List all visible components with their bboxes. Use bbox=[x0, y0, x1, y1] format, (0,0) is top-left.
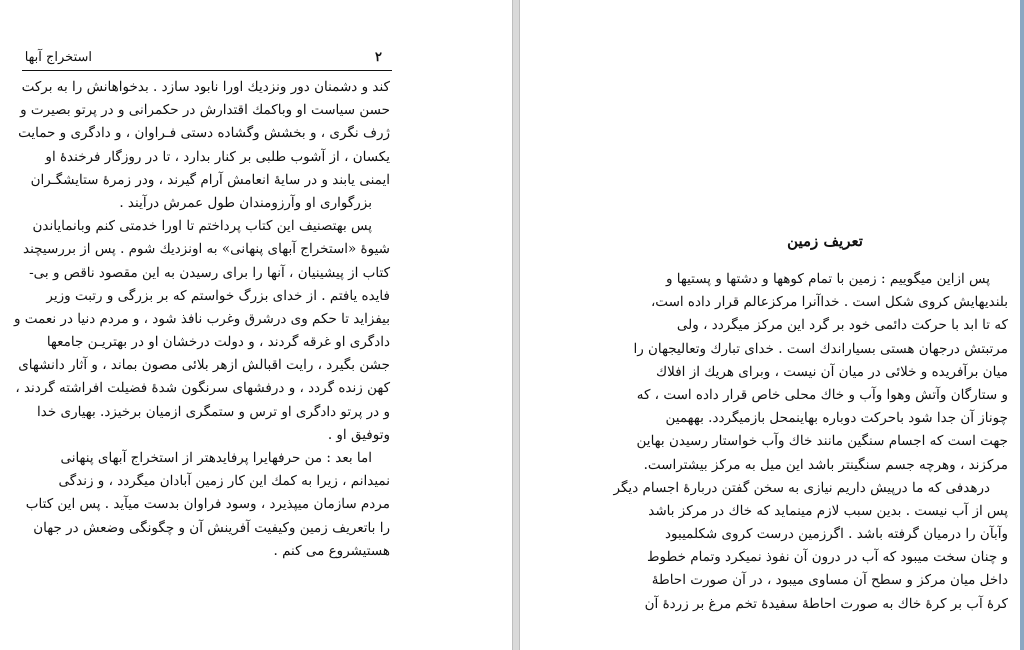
text-line: کرهٔ آب بر کرهٔ خاك به صورت احاطهٔ سفیدهٔ تخم مرغ بر زردهٔ آن bbox=[644, 595, 1008, 612]
text-line: بیفزاید تا حکم وی درشرق وغرب نافذ شود ، و مردم دنیا در نعمت و bbox=[14, 310, 390, 327]
page-gutter bbox=[512, 0, 520, 650]
text-line: و ستارگان وآتش وهوا وآب و خاك محلی خاص قرار داده است ، که bbox=[636, 386, 1008, 403]
text-line: دادگری او غرقه گردند ، و دولت درخشان او در بهتریـن جامعها bbox=[46, 334, 390, 351]
text-line: کهن زنده گردد ، و درفشهای سرنگون شدهٔ فضیلت افراشته گردند ، bbox=[15, 380, 390, 397]
text-line: پس ازاین میگوییم : زمین با تمام کوهها و دشتها و پستیها و bbox=[665, 271, 990, 287]
running-header bbox=[22, 50, 392, 71]
text-line: پس از آب نیست . بدین سبب لازم مینماید که خاك در مرکز باشد bbox=[648, 502, 1008, 519]
text-line: را باتعریف زمین وکیفیت آفرینش آن و چگونگی وضعش در جهان bbox=[33, 519, 390, 536]
text-line: جشن بگیرد ، رایت اقبالش ازهر بلائی مصون بماند ، و آثار دانشهای bbox=[18, 357, 390, 374]
text-line: میان برآفریده و خلائی در میان آن نیست ، وبرای هریك از افلاك bbox=[656, 363, 1008, 380]
text-line: کند و دشمنان دور ونزدیك اورا نابود سازد . بدخواهانش را به برکت bbox=[21, 79, 390, 95]
text-line: مردم سازمان میپذیرد ، وسود فراوان بدست میآید . پس این کتاب bbox=[25, 496, 390, 513]
text-line: نمیدانم ، زیرا به کمك این کار زمین آبادان میگردد ، و زندگی bbox=[58, 473, 390, 490]
text-line: و در پرتو دادگری او ترس و ستمگری ازمیان برخیزد. بهیاری خدا bbox=[37, 403, 390, 420]
page-number: ۲ bbox=[375, 50, 382, 65]
text-line: درهدفی که ما درپیش داریم نیازی به سخن گفتن دربارهٔ اجسام دیگر bbox=[613, 479, 990, 496]
text-line: اما بعد : من حرفهایرا پرفایدهتر از استخراج آبهای پنهانی bbox=[60, 450, 372, 466]
text-line: حسن سیاست او وباکمك اقتدارش در حکمرانی و در پرتو بصیرت و bbox=[20, 102, 390, 119]
text-line: یکسان ، از آشوب طلبی بر کنار بدارد ، تا در روزگار فرخندهٔ او bbox=[45, 148, 390, 165]
text-line: کتاب از پیشینیان ، آنها را برای رسیدن به این مقصود ناقص و بی- bbox=[29, 264, 390, 281]
viewer-edge-bar bbox=[1020, 0, 1024, 650]
text-line: مرکزند ، وهرچه جسم سنگینتر باشد این میل به مرکز بیشتراست. bbox=[643, 456, 1008, 473]
text-line: هستیشروع می کنم . bbox=[273, 542, 390, 559]
section-title: تعریف زمین bbox=[787, 232, 863, 250]
text-line: مرتبتش درجهان هستی بسیاراندك است . خدای تبارك وتعالیجهان را bbox=[633, 340, 1008, 357]
text-line: وآبآن را درمیان گرفته باشد . اگرزمین درست کروی شکلمیبود bbox=[665, 526, 1008, 543]
right-page-body bbox=[613, 268, 1008, 616]
text-line: جهت است که اجسام سنگین مانند خاك وآب خواستار رسیدن بهاین bbox=[636, 433, 1008, 450]
right-page bbox=[520, 0, 1024, 650]
text-line: ایمنی یابند و در سایهٔ انعامش آرام گیرند ، ودر زمرهٔ ستایشگـران bbox=[30, 171, 390, 188]
header-title: استخراج آبها bbox=[24, 50, 92, 65]
text-line: بزرگواری او وآرزومندان طول عمرش درآیند . bbox=[119, 194, 372, 211]
text-line: وتوفیق او . bbox=[327, 426, 390, 443]
text-line: ژرف نگری ، و بخشش وگشاده دستی فـراوان ، و دادگری و حمایت bbox=[18, 125, 390, 142]
text-line: بلندیهایش کروی شکل است . خداآنرا مرکزعالم قرار داده است، bbox=[650, 294, 1008, 311]
text-line: و چنان سخت میبود که آب در درون آن نفوذ نمیکرد وتمام خطوط bbox=[647, 549, 1008, 566]
text-line: چوناز آن جدا شود باحرکت دوباره بهاینمحل بازمیگردد. بههمین bbox=[665, 410, 1008, 427]
text-line: فایده یافتم . از خدای بزرگ خواستم که بر بزرگی و رتبت وزیر bbox=[46, 287, 390, 304]
text-line: پس بهتصنیف این کتاب پرداختم تا اورا خدمتی کنم وبانمایاندن bbox=[32, 218, 372, 235]
text-line: شیوهٔ «استخراج آبهای پنهانی» به اونزدیك شوم . پس از بررسیچند bbox=[23, 241, 390, 258]
text-line: که تا ابد با حرکت دائمی خود بر گرد این مرکز میگردد ، ولی bbox=[676, 317, 1008, 334]
text-line: داخل میان مرکز و سطح آن مساوی میبود ، در آن صورت احاطهٔ bbox=[651, 572, 1008, 589]
left-page-body bbox=[14, 76, 390, 563]
